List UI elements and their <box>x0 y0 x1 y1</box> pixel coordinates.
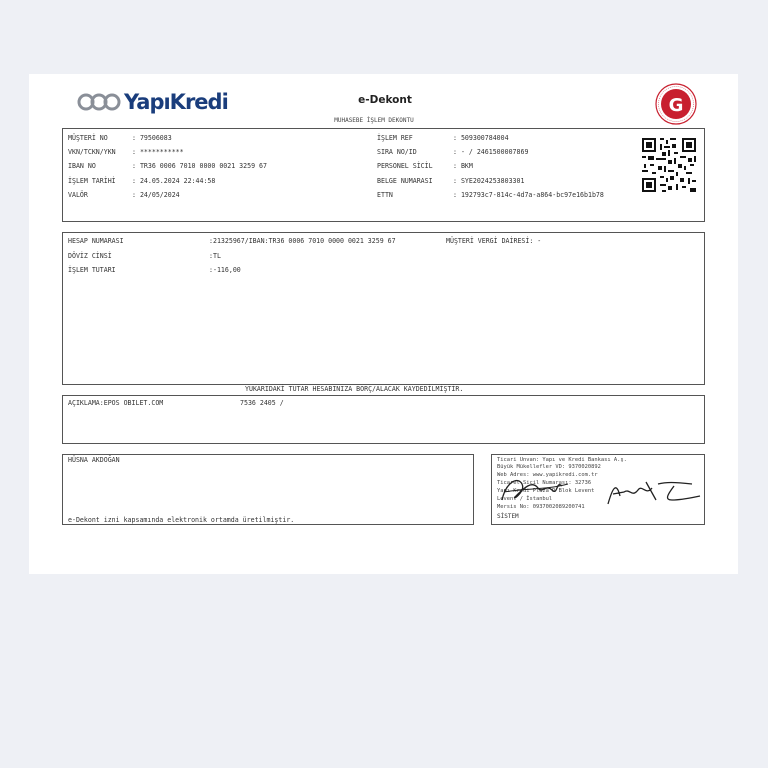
stamp-footer: SİSTEM <box>497 513 519 520</box>
stamp-line-3: Ticaret Sicil Numarası: 32736 <box>497 480 592 486</box>
bank-logo <box>76 89 228 115</box>
info-left-label-3: İŞLEM TARİHİ <box>68 177 116 185</box>
info-right-label-1: SIRA NO/ID <box>377 148 417 156</box>
stamp-line-5: Levent / İstanbul <box>497 496 553 502</box>
notice-text: YUKARIDAKİ TUTAR HESABINIZA BORÇ/ALACAK KAYDEDİLMİŞTİR. <box>245 385 464 393</box>
svg-text:G: G <box>668 95 684 116</box>
info-left-value-4: : 24/05/2024 <box>132 191 180 199</box>
info-left-label-1: VKN/TCKN/YKN <box>68 148 116 156</box>
document-title: e-Dekont <box>358 94 412 106</box>
quality-seal-icon <box>654 82 698 126</box>
info-right-value-4: : 192793c7-814c-4d7a-a864-bc97e16b1b78 <box>453 191 604 199</box>
yapikredi-logo-icon <box>76 92 122 112</box>
tutar-value: :-116,00 <box>209 266 241 274</box>
document-subtitle: MUHASEBE İŞLEM DEKONTU <box>334 117 414 124</box>
description-label: AÇIKLAMA:EPOS OBILET.COM <box>68 399 164 407</box>
handwritten-signatures-icon <box>496 470 704 510</box>
stamp-line-0: Ticari Unvan: Yapı ve Kredi Bankası A.ş. <box>497 457 627 463</box>
vergi-dairesi: MÜŞTERİ VERGİ DAİRESİ: - <box>446 237 542 245</box>
tutar-label: İŞLEM TUTARI <box>68 266 116 274</box>
info-right-label-0: İŞLEM REF <box>377 134 413 142</box>
customer-footer: e-Dekont izni kapsamında elektronik ortamda üretilmiştir. <box>68 516 295 524</box>
stamp-line-2: Web Adres: www.yapikredi.com.tr <box>497 472 598 478</box>
info-right-label-4: ETTN <box>377 191 393 199</box>
info-right-label-2: PERSONEL SİCİL <box>377 162 433 170</box>
customer-name: HÜSNA AKDOĞAN <box>68 456 120 464</box>
info-right-label-3: BELGE NUMARASI <box>377 177 433 185</box>
info-left-value-0: : 79506083 <box>132 134 172 142</box>
hesap-label: HESAP NUMARASI <box>68 237 124 245</box>
info-left-value-3: : 24.05.2024 22:44:58 <box>132 177 216 185</box>
stamp-line-6: Mersis No: 0937002089200741 <box>497 504 585 510</box>
hesap-value: :21325967/IBAN:TR36 0006 7010 0000 0021 3259 67 <box>209 237 396 245</box>
info-left-value-2: : TR36 0006 7010 0000 0021 3259 67 <box>132 162 267 170</box>
info-left-label-4: VALÖR <box>68 191 88 199</box>
info-left-label-0: MÜŞTERİ NO <box>68 134 108 142</box>
logo-text: YapıKredi <box>124 90 228 114</box>
info-left-label-2: IBAN NO <box>68 162 96 170</box>
description-value: 7536 2405 / <box>240 399 284 407</box>
account-details-box <box>62 232 705 385</box>
doviz-label: DÖVİZ CİNSİ <box>68 252 112 260</box>
customer-box <box>62 454 474 525</box>
qr-code-icon <box>642 138 696 192</box>
stamp-line-4: Yapı Kredi Plaza D Blok Levent <box>497 488 595 494</box>
stamp-line-1: Büyük Mükellefler VD: 9370020892 <box>497 464 601 470</box>
transaction-info-box <box>62 128 705 222</box>
info-right-value-1: : - / 2461500007869 <box>453 148 529 156</box>
info-right-value-3: : SYE2024253803301 <box>453 177 525 185</box>
info-right-value-0: : 509300784004 <box>453 134 509 142</box>
info-left-value-1: : *********** <box>132 148 184 156</box>
info-right-value-2: : BKM <box>453 162 473 170</box>
doviz-value: :TL <box>209 252 221 260</box>
